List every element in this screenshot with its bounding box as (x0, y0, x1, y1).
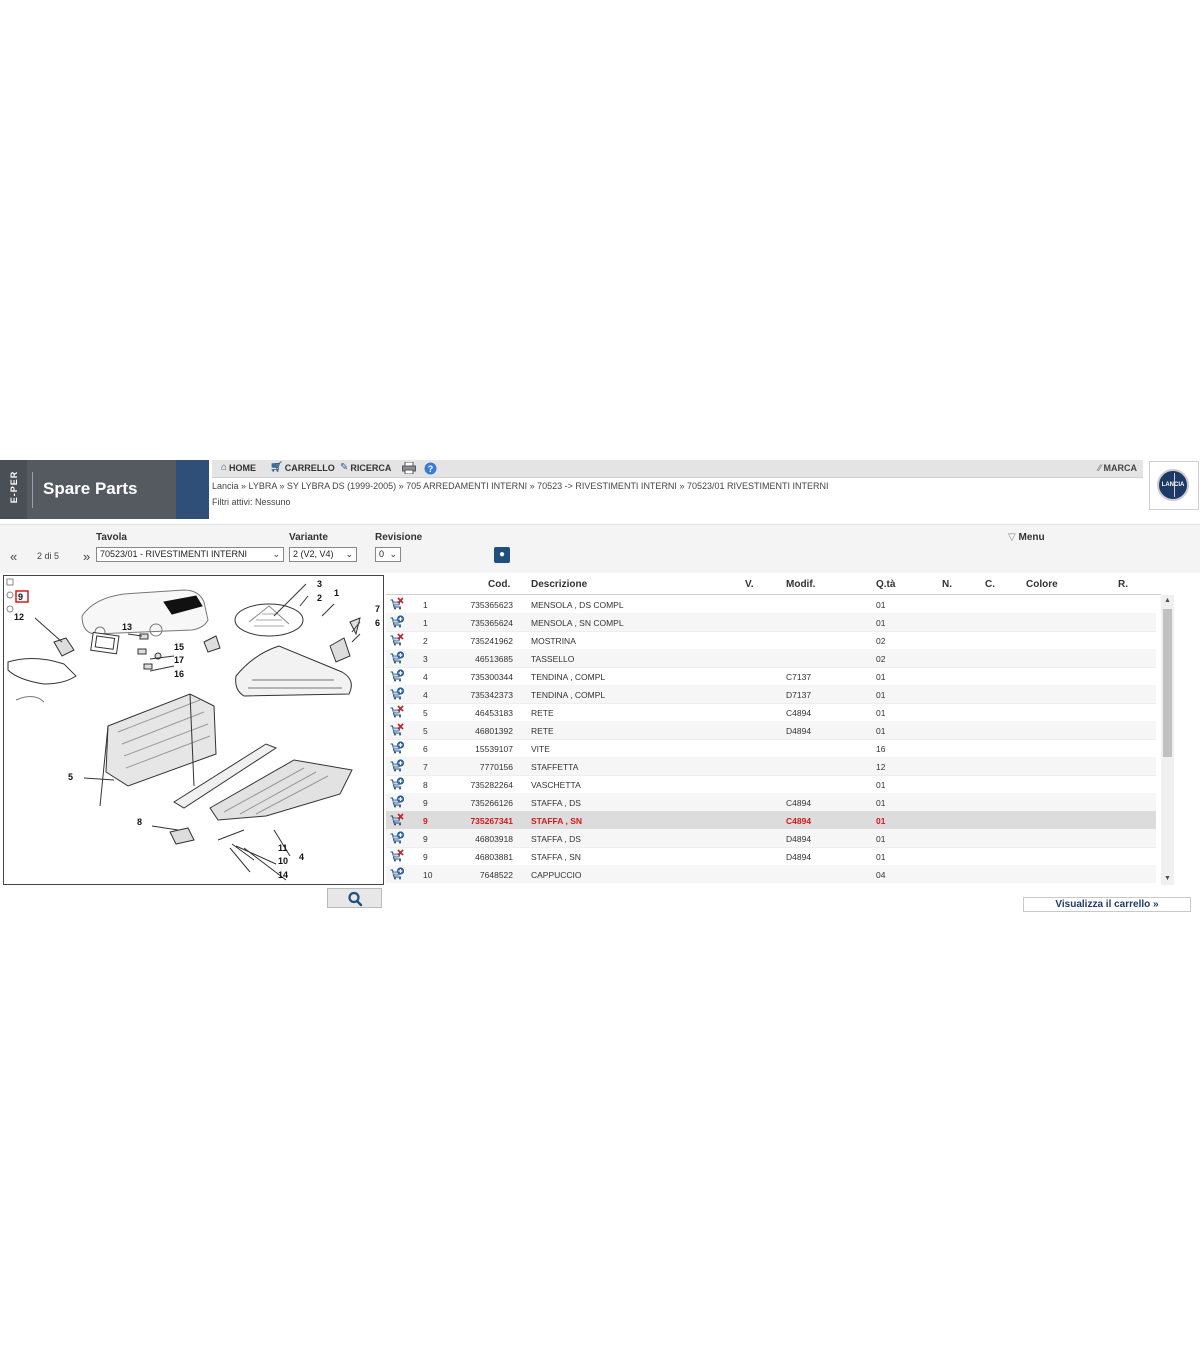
callout-7: 7 (375, 604, 381, 614)
cell-qty: 01 (876, 798, 886, 808)
callout-2: 2 (317, 593, 323, 603)
callout-13: 13 (122, 622, 133, 632)
callout-10: 10 (278, 856, 289, 866)
col-n[interactable]: N. (942, 579, 952, 590)
table-row[interactable] (386, 631, 1156, 650)
tavola-select-value: 70523/01 - RIVESTIMENTI INTERNI (100, 549, 248, 559)
variante-label: Variante (289, 532, 328, 543)
callout-12: 12 (14, 612, 25, 622)
revisione-select[interactable] (375, 547, 401, 562)
nav-marca[interactable] (1098, 463, 1137, 473)
marca-label: MARCA (1103, 463, 1137, 473)
app-window (0, 460, 1200, 920)
cell-qty: 01 (876, 726, 886, 736)
cell-description: STAFFA , DS (531, 798, 581, 808)
cell-description: MENSOLA , DS COMPL (531, 600, 624, 610)
cell-code: 735365624 (470, 618, 513, 628)
table-row[interactable] (386, 721, 1156, 740)
scroll-up-icon[interactable]: ▲ (1164, 597, 1171, 604)
cell-qty: 04 (876, 870, 886, 880)
cell-ref: 3 (423, 654, 428, 664)
cell-description: VASCHETTA (531, 780, 581, 790)
col-version[interactable]: V. (745, 579, 754, 590)
lightbulb-icon: ● (498, 549, 506, 560)
cart-remove-icon[interactable] (390, 849, 404, 862)
print-button[interactable] (402, 462, 416, 474)
prev-table-button[interactable]: « (10, 549, 18, 564)
table-row[interactable] (386, 739, 1156, 758)
table-row[interactable] (386, 829, 1156, 848)
cart-icon: 🛒︎ (270, 462, 283, 473)
cell-description: TENDINA , COMPL (531, 672, 606, 682)
brand-separator (32, 472, 33, 508)
callout-14: 14 (278, 870, 289, 880)
printer-icon (402, 462, 416, 474)
cell-ref: 4 (423, 690, 428, 700)
exploded-view-diagram (4, 576, 383, 884)
table-scrollbar[interactable] (1161, 595, 1174, 885)
parts-drawing[interactable] (3, 575, 384, 885)
view-cart-button[interactable]: Visualizza il carrello » (1023, 897, 1191, 912)
marca-arrow-icon: ⁄⁄ (1097, 463, 1104, 473)
home-icon: ⌂ (221, 462, 228, 473)
revisione-label: Revisione (375, 532, 423, 543)
variante-select-value: 2 (V2, V4) (293, 549, 334, 559)
table-body (386, 595, 1156, 883)
cart-remove-icon[interactable] (390, 633, 404, 646)
col-c[interactable]: C. (985, 579, 995, 590)
table-row[interactable] (386, 811, 1156, 830)
wrench-icon: ✎ (340, 462, 349, 473)
cell-description: STAFFETTA (531, 762, 579, 772)
col-description[interactable]: Descrizione (531, 579, 588, 590)
cell-description: CAPPUCCIO (531, 870, 582, 880)
cell-description: RETE (531, 708, 554, 718)
active-filters: Filtri attivi: Nessuno (212, 497, 291, 507)
cell-code: 735267341 (470, 816, 513, 826)
cell-code: 46801392 (475, 726, 513, 736)
callout-17: 17 (174, 655, 185, 665)
table-row[interactable] (386, 703, 1156, 722)
cell-modif: D4894 (786, 726, 812, 736)
revisione-select-value: 0 (379, 549, 385, 559)
cell-ref: 9 (423, 852, 428, 862)
tavola-label: Tavola (96, 532, 127, 543)
cell-modif: D7137 (786, 690, 812, 700)
hint-button[interactable] (494, 547, 510, 563)
chevron-down-icon: ⌄ (345, 549, 353, 559)
cell-qty: 16 (876, 744, 886, 754)
brand-accent (176, 460, 209, 519)
cell-description: STAFFA , SN (531, 852, 581, 862)
cell-description: VITE (531, 744, 550, 754)
callout-9: 9 (18, 592, 24, 602)
cell-ref: 5 (423, 708, 428, 718)
callout-5: 5 (68, 772, 74, 782)
cell-code: 7648522 (479, 870, 513, 880)
cell-qty: 01 (876, 780, 886, 790)
cart-add-icon[interactable] (390, 615, 404, 628)
table-row[interactable] (386, 667, 1156, 686)
nav-cart-label: CARRELLO (284, 462, 335, 473)
cell-qty: 12 (876, 762, 886, 772)
top-nav-bar (212, 460, 1143, 478)
table-row[interactable] (386, 775, 1156, 794)
cell-ref: 10 (423, 870, 433, 880)
search-icon (328, 889, 383, 909)
cell-qty: 01 (876, 672, 886, 682)
variante-select[interactable] (289, 547, 357, 562)
cell-ref: 2 (423, 636, 428, 646)
cart-add-icon[interactable] (390, 795, 404, 808)
cell-ref: 1 (423, 618, 428, 628)
cell-ref: 8 (423, 780, 428, 790)
cell-qty: 02 (876, 636, 886, 646)
eper-label: E-PER (9, 470, 19, 504)
cell-code: 7770156 (479, 762, 513, 772)
cell-qty: 01 (876, 690, 886, 700)
cart-add-icon[interactable] (390, 777, 404, 790)
cell-ref: 9 (423, 816, 428, 826)
cell-code: 735282264 (470, 780, 513, 790)
callout-15: 15 (174, 642, 185, 652)
cell-description: TASSELLO (531, 654, 575, 664)
cell-ref: 5 (423, 726, 428, 736)
menu-button[interactable] (1008, 532, 1045, 543)
svg-text:?: ? (427, 464, 434, 474)
brand-logo[interactable] (1149, 461, 1199, 510)
callout-6: 6 (375, 618, 381, 628)
cell-description: RETE (531, 726, 554, 736)
breadcrumb[interactable]: Lancia » LYBRA » SY LYBRA DS (1999-2005) » 705 ARREDAMENTI INTERNI » 70523 -> RIVESTIMENTI INTERNI » 70523/01 RIVESTIMENTI INTERNI (212, 481, 829, 491)
table-row[interactable] (386, 595, 1156, 614)
col-colore[interactable]: Colore (1026, 579, 1058, 590)
lancia-logo (1157, 469, 1189, 501)
nav-search-label: RICERCA (350, 462, 392, 473)
cell-description: STAFFA , SN (531, 816, 582, 826)
magnify-button[interactable] (327, 888, 382, 908)
cell-qty: 01 (876, 834, 886, 844)
cell-qty: 02 (876, 654, 886, 664)
cart-remove-icon[interactable] (390, 723, 404, 736)
cell-modif: C4894 (786, 816, 812, 826)
cell-code: 46453183 (475, 708, 513, 718)
cell-code: 15539107 (475, 744, 513, 754)
cart-remove-icon[interactable] (390, 813, 404, 826)
cell-qty: 01 (876, 816, 886, 826)
cart-add-icon[interactable] (390, 651, 404, 664)
help-icon (424, 462, 437, 475)
selector-bar (0, 525, 1200, 573)
tavola-select[interactable] (96, 547, 284, 562)
cell-description: STAFFA , DS (531, 834, 581, 844)
cell-ref: 9 (423, 834, 428, 844)
callout-11: 11 (278, 843, 288, 853)
cell-ref: 6 (423, 744, 428, 754)
callout-8: 8 (137, 817, 143, 827)
chevron-down-icon: ⌄ (389, 549, 397, 559)
cell-code: 46803881 (475, 852, 513, 862)
nav-home-label: HOME (229, 462, 257, 473)
cell-qty: 01 (876, 600, 886, 610)
cart-add-icon[interactable] (390, 831, 404, 844)
cell-qty: 01 (876, 852, 886, 862)
cell-code: 735241962 (470, 636, 513, 646)
cart-add-icon[interactable] (390, 687, 404, 700)
cell-qty: 01 (876, 618, 886, 628)
cart-add-icon[interactable] (390, 669, 404, 682)
zoom-controls-icon[interactable] (7, 579, 13, 612)
cell-modif: C4894 (786, 798, 812, 808)
callout-16: 16 (174, 669, 185, 679)
cell-modif: C7137 (786, 672, 812, 682)
col-r[interactable]: R. (1118, 579, 1128, 590)
cell-description: MENSOLA , SN COMPL (531, 618, 624, 628)
logo-text: LANCIA (1161, 482, 1185, 488)
table-page-count: 2 di 5 (37, 551, 60, 561)
callout-1: 1 (334, 588, 340, 598)
cell-ref: 9 (423, 798, 428, 808)
app-title: Spare Parts (43, 479, 138, 498)
table-row[interactable] (386, 613, 1156, 632)
menu-label: Menu (1018, 532, 1045, 543)
cell-code: 46803918 (475, 834, 513, 844)
cell-modif: C4894 (786, 708, 812, 718)
col-modif[interactable]: Modif. (786, 579, 816, 590)
chevron-down-icon: ⌄ (272, 549, 280, 559)
cell-ref: 1 (423, 600, 428, 610)
callout-4: 4 (299, 852, 305, 862)
table-row[interactable] (386, 793, 1156, 812)
cell-description: TENDINA , COMPL (531, 690, 606, 700)
cell-code: 735266126 (470, 798, 513, 808)
brand-block (0, 460, 176, 519)
nav-cart[interactable] (270, 462, 335, 473)
scroll-down-icon[interactable]: ▼ (1164, 875, 1171, 882)
callout-3: 3 (317, 579, 323, 589)
cart-add-icon[interactable] (390, 741, 404, 754)
cell-code: 46513685 (475, 654, 513, 664)
cell-qty: 01 (876, 708, 886, 718)
cell-modif: D4894 (786, 852, 812, 862)
table-row[interactable] (386, 847, 1156, 866)
cart-add-icon[interactable] (390, 867, 404, 880)
cart-remove-icon[interactable] (390, 597, 404, 610)
menu-chevron-icon: ▽ (1008, 532, 1016, 543)
cell-code: 735342373 (470, 690, 513, 700)
cell-code: 735300344 (470, 672, 513, 682)
cell-description: MOSTRINA (531, 636, 576, 646)
next-table-button[interactable]: » (83, 549, 91, 564)
scrollbar-thumb[interactable] (1163, 609, 1172, 757)
table-header (386, 575, 1161, 595)
cell-modif: D4894 (786, 834, 812, 844)
table-row[interactable] (386, 649, 1156, 668)
cell-ref: 7 (423, 762, 428, 772)
nav-home[interactable] (221, 462, 256, 473)
table-row[interactable] (386, 865, 1156, 883)
col-code[interactable]: Cod. (488, 579, 511, 590)
table-row[interactable] (386, 685, 1156, 704)
cart-add-icon[interactable] (390, 759, 404, 772)
table-row[interactable] (386, 757, 1156, 776)
nav-search[interactable] (340, 462, 391, 473)
cell-code: 735365623 (470, 600, 513, 610)
help-button[interactable] (424, 462, 437, 475)
cart-remove-icon[interactable] (390, 705, 404, 718)
col-qty[interactable]: Q.tà (876, 579, 896, 590)
cell-ref: 4 (423, 672, 428, 682)
